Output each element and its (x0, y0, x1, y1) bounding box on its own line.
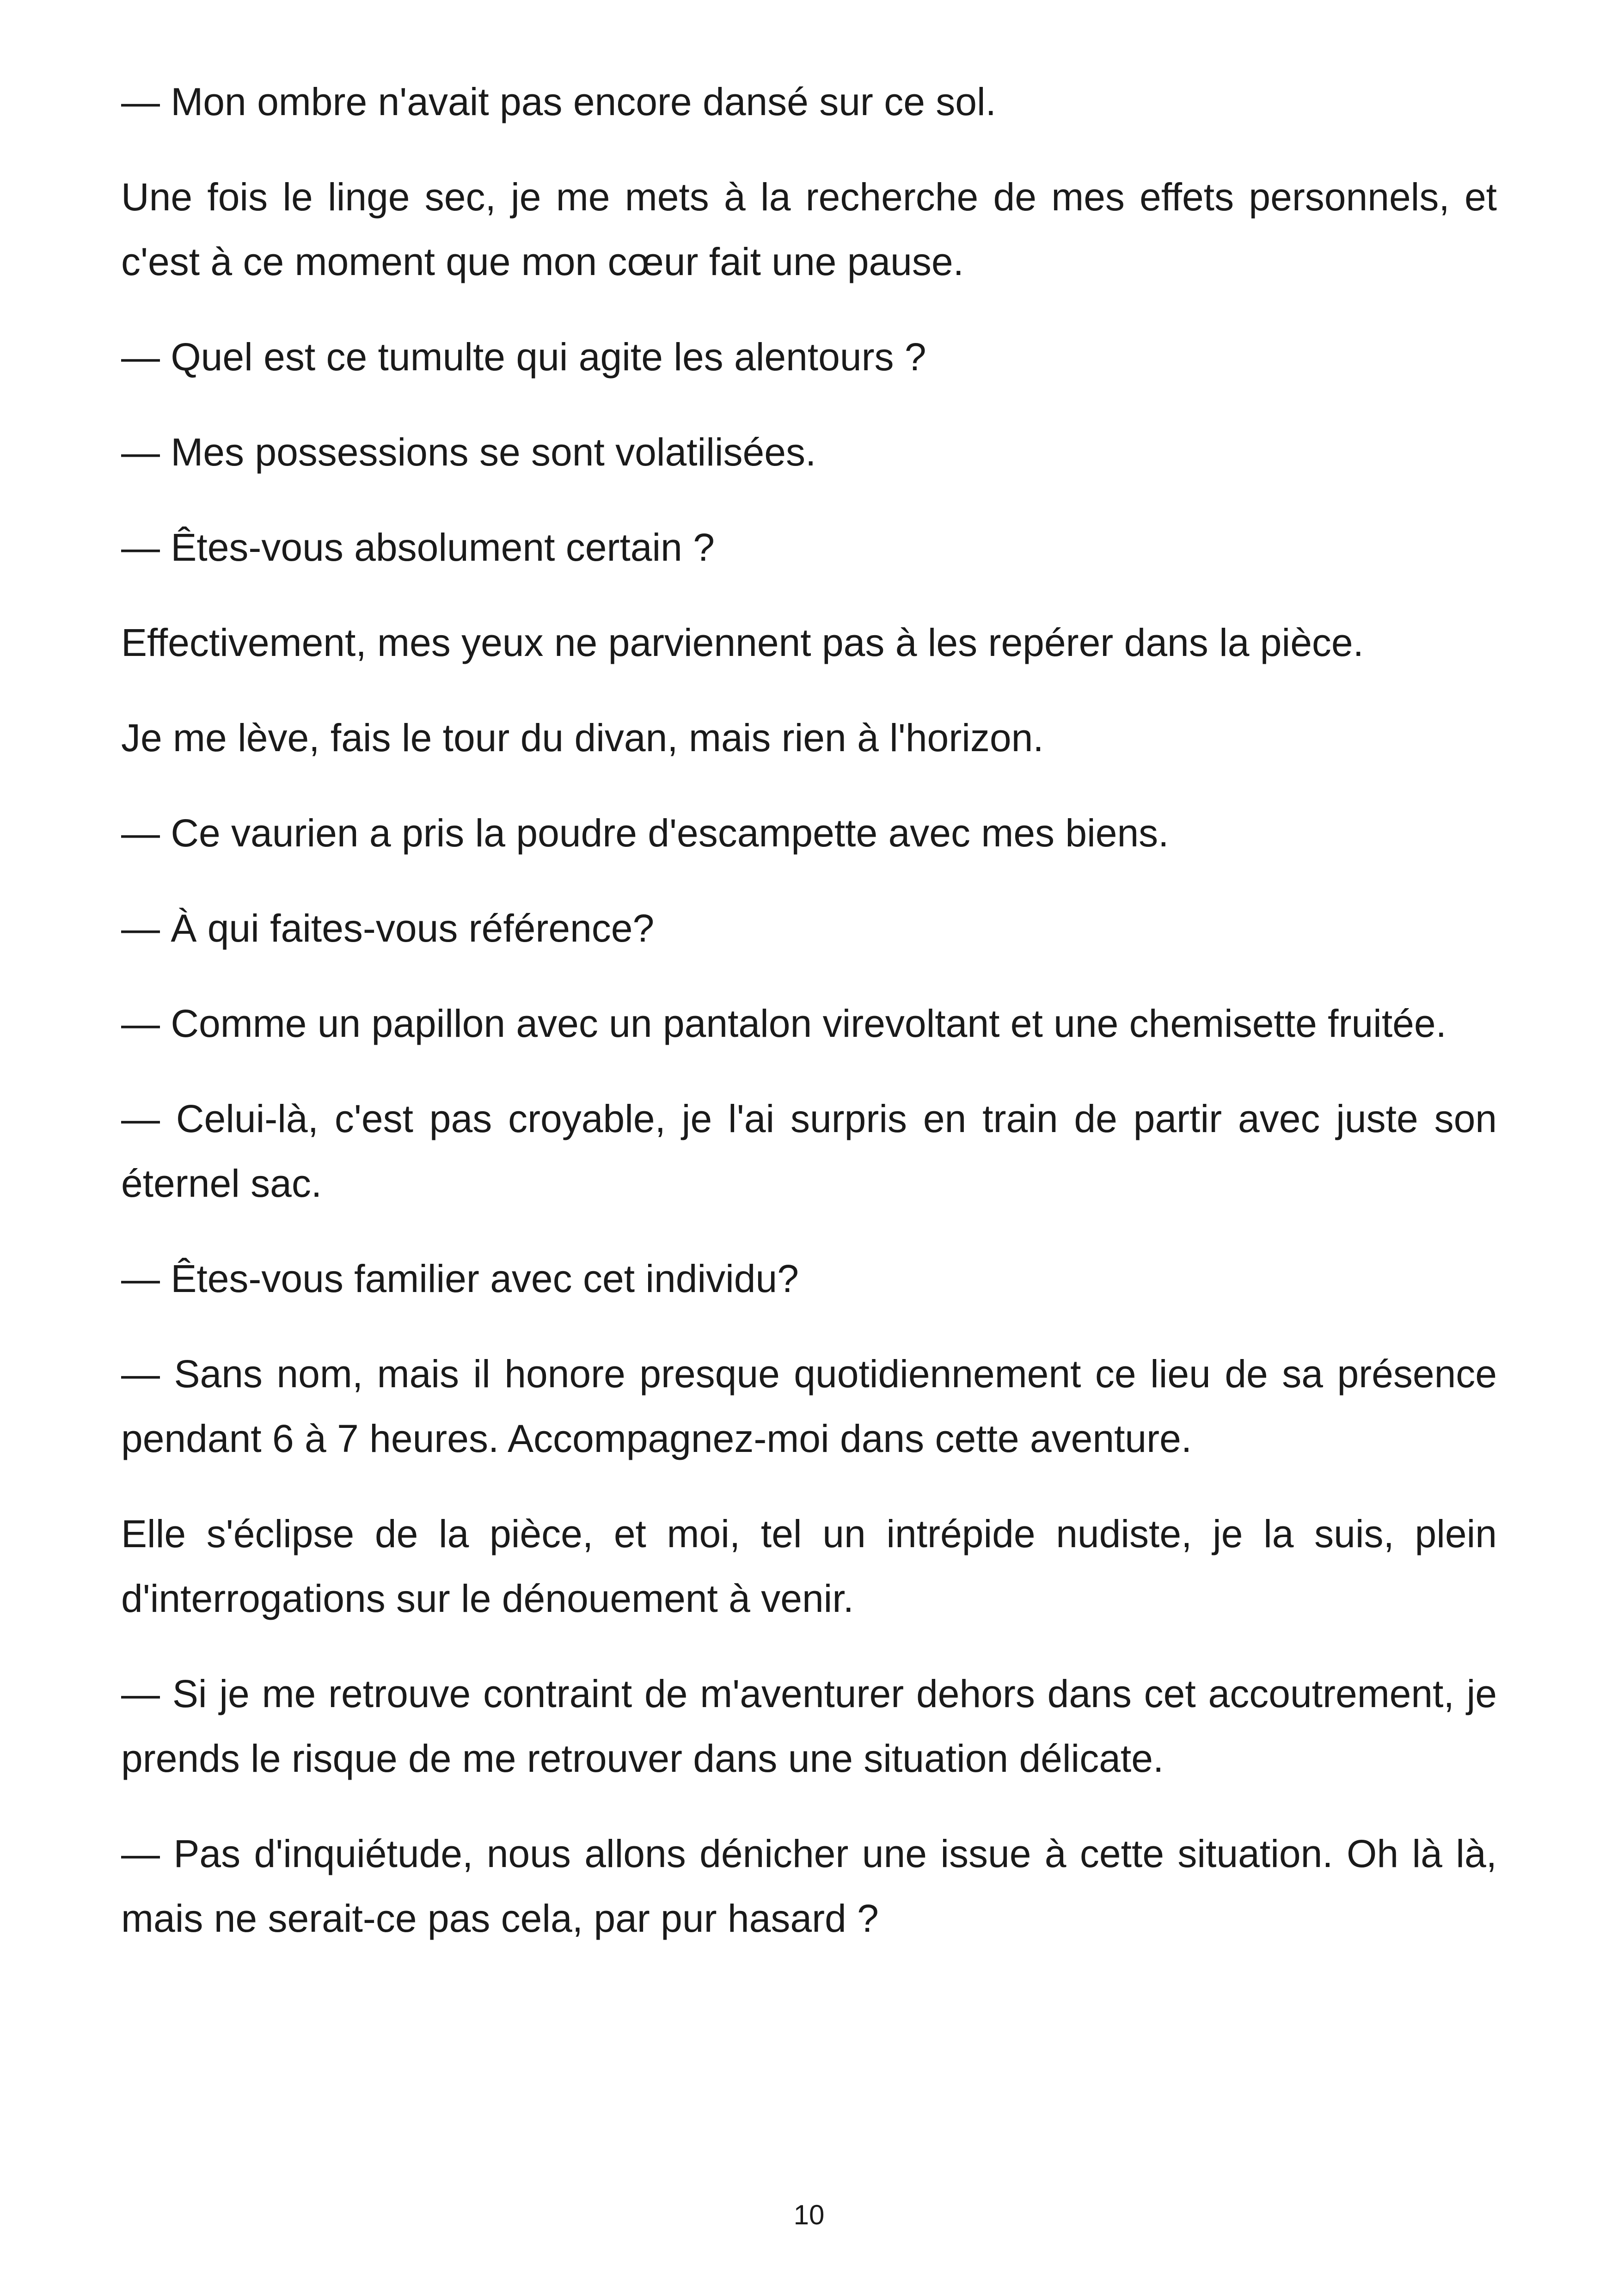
paragraph: — Êtes-vous absolument certain ? (121, 526, 715, 569)
paragraph: — Sans nom, mais il honore presque quotidiennement ce lieu de sa présence pendant 6 à 7 heures. Accompagnez-moi dans cette aventure. (121, 1352, 1497, 1460)
paragraph: — Comme un papillon avec un pantalon virevoltant et une chemisette fruitée. (121, 1002, 1446, 1045)
paragraph: Elle s'éclipse de la pièce, et moi, tel un intrépide nudiste, je la suis, plein d'interrogations sur le dénouement à venir. (121, 1512, 1497, 1620)
paragraph: — À qui faites-vous référence? (121, 906, 655, 950)
paragraph: — Êtes-vous familier avec cet individu? (121, 1257, 799, 1300)
paragraph: — Quel est ce tumulte qui agite les alentours ? (121, 335, 926, 379)
body-text (121, 69, 1497, 1951)
paragraph: — Si je me retrouve contraint de m'aventurer dehors dans cet accoutrement, je prends le risque de me retrouver dans une situation délicate. (121, 1672, 1497, 1780)
paragraph: — Mes possessions se sont volatilisées. (121, 430, 816, 474)
paragraph: Une fois le linge sec, je me mets à la recherche de mes effets personnels, et c'est à ce moment que mon cœur fait une pause. (121, 175, 1497, 283)
paragraph: — Mon ombre n'avait pas encore dansé sur ce sol. (121, 80, 996, 123)
paragraph: — Celui-là, c'est pas croyable, je l'ai surpris en train de partir avec juste son éternel sac. (121, 1097, 1497, 1205)
page-number: 10 (793, 2199, 825, 2230)
paragraph: — Ce vaurien a pris la poudre d'escampette avec mes biens. (121, 811, 1169, 855)
paragraph: Je me lève, fais le tour du divan, mais rien à l'horizon. (121, 716, 1044, 759)
paragraph: Effectivement, mes yeux ne parviennent pas à les repérer dans la pièce. (121, 621, 1364, 664)
paragraph: — Pas d'inquiétude, nous allons dénicher une issue à cette situation. Oh là là, mais ne serait-ce pas cela, par pur hasard ? (121, 1832, 1497, 1940)
